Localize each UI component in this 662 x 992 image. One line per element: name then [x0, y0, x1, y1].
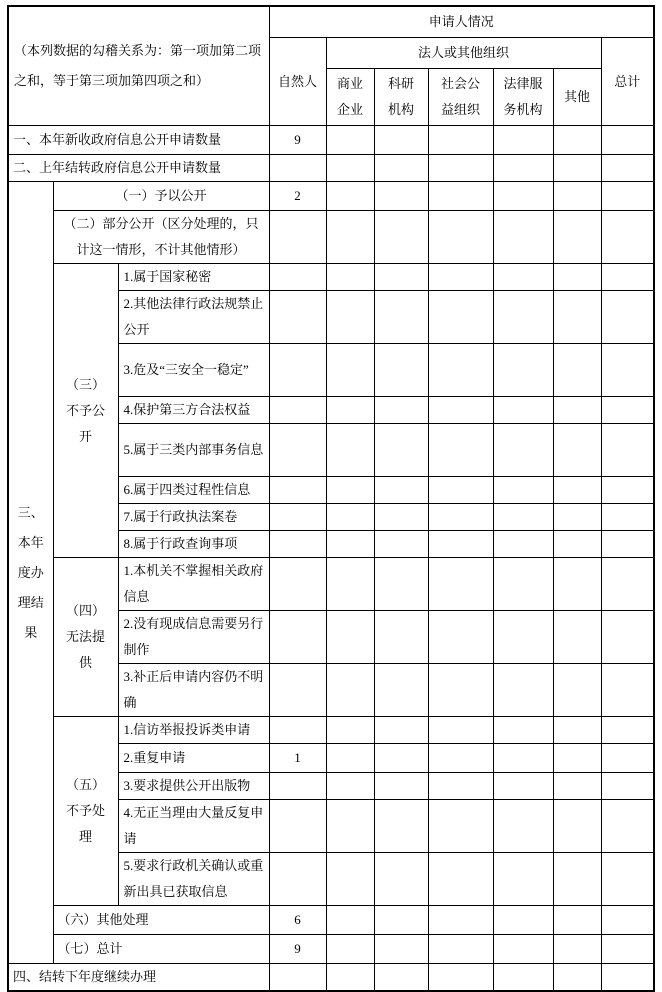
cell-research	[374, 717, 428, 744]
cell-legal	[493, 853, 553, 906]
cell-natural: 1	[269, 744, 326, 773]
cell-commercial	[326, 935, 374, 964]
item-label: 4.无正当理由大量反复申请	[118, 800, 269, 853]
group-label-unable: （四）无法提供	[53, 558, 118, 717]
cell-research	[374, 504, 428, 531]
cell-welfare	[428, 935, 493, 964]
cell-legal	[493, 717, 553, 744]
cell-commercial	[326, 424, 374, 477]
cell-total	[601, 264, 654, 291]
cell-legal	[493, 504, 553, 531]
row-unable-item	[8, 558, 654, 611]
item-label: 7.属于行政执法案卷	[118, 504, 269, 531]
cell-natural	[269, 773, 326, 800]
row-label: （一）予以公开	[53, 182, 269, 211]
cell-natural: 9	[269, 935, 326, 964]
cell-other	[553, 558, 601, 611]
cell-welfare	[428, 211, 493, 264]
cell-total	[601, 155, 654, 182]
cell-total	[601, 424, 654, 477]
cell-research	[374, 291, 428, 344]
cell-commercial	[326, 126, 374, 155]
cell-legal	[493, 800, 553, 853]
cell-legal	[493, 558, 553, 611]
cell-natural: 2	[269, 182, 326, 211]
row-label: 一、本年新收政府信息公开申请数量	[8, 126, 269, 155]
cell-research	[374, 397, 428, 424]
cell-welfare	[428, 126, 493, 155]
cell-natural	[269, 155, 326, 182]
cell-commercial	[326, 800, 374, 853]
disclosure-statistics-table	[7, 5, 655, 992]
cell-total	[601, 344, 654, 397]
cell-commercial	[326, 717, 374, 744]
cell-total	[601, 935, 654, 964]
cell-commercial	[326, 964, 374, 992]
item-label: 3.要求提供公开出版物	[118, 773, 269, 800]
section-label-annual-results: 三、本年度办理结果	[8, 182, 53, 964]
cell-commercial	[326, 531, 374, 558]
cell-total	[601, 126, 654, 155]
group-label-not-processed: （五）不予处理	[53, 717, 118, 906]
cell-other	[553, 397, 601, 424]
cell-commercial	[326, 558, 374, 611]
cell-other	[553, 744, 601, 773]
cell-welfare	[428, 744, 493, 773]
cell-other	[553, 264, 601, 291]
cell-welfare	[428, 717, 493, 744]
relationship-note: （本列数据的勾稽关系为：第一项加第二项之和，等于第三项加第四项之和）	[8, 6, 269, 126]
cell-other	[553, 182, 601, 211]
header-public-welfare: 社会公益组织	[428, 69, 493, 126]
row-partial	[8, 211, 654, 264]
cell-other	[553, 611, 601, 664]
cell-natural	[269, 611, 326, 664]
row-carry-to-next-year	[8, 964, 654, 992]
cell-natural	[269, 211, 326, 264]
cell-welfare	[428, 504, 493, 531]
cell-legal	[493, 773, 553, 800]
cell-research	[374, 800, 428, 853]
cell-natural	[269, 424, 326, 477]
cell-total	[601, 744, 654, 773]
cell-research	[374, 853, 428, 906]
cell-welfare	[428, 853, 493, 906]
header-row-1	[8, 6, 654, 38]
cell-research	[374, 531, 428, 558]
cell-total	[601, 800, 654, 853]
cell-total	[601, 477, 654, 504]
cell-research	[374, 773, 428, 800]
row-other-handling	[8, 906, 654, 935]
cell-natural	[269, 291, 326, 344]
cell-research	[374, 126, 428, 155]
cell-commercial	[326, 504, 374, 531]
cell-legal	[493, 291, 553, 344]
cell-total	[601, 611, 654, 664]
cell-welfare	[428, 424, 493, 477]
row-label: （二）部分公开（区分处理的，只计这一情形，不计其他情形）	[53, 211, 269, 264]
cell-other	[553, 477, 601, 504]
header-legal-service: 法律服务机构	[493, 69, 553, 126]
cell-natural: 9	[269, 126, 326, 155]
cell-legal	[493, 477, 553, 504]
cell-natural	[269, 717, 326, 744]
cell-other	[553, 291, 601, 344]
cell-commercial	[326, 291, 374, 344]
item-label: 2.重复申请	[118, 744, 269, 773]
cell-commercial	[326, 344, 374, 397]
cell-research	[374, 611, 428, 664]
cell-other	[553, 531, 601, 558]
cell-natural	[269, 664, 326, 717]
cell-legal	[493, 531, 553, 558]
cell-commercial	[326, 853, 374, 906]
cell-welfare	[428, 773, 493, 800]
cell-research	[374, 424, 428, 477]
header-commercial: 商业企业	[326, 69, 374, 126]
cell-research	[374, 155, 428, 182]
cell-legal	[493, 424, 553, 477]
cell-other	[553, 773, 601, 800]
item-label: 3.危及“三安全一稳定”	[118, 344, 269, 397]
cell-other	[553, 964, 601, 992]
cell-commercial	[326, 397, 374, 424]
cell-welfare	[428, 264, 493, 291]
cell-total	[601, 664, 654, 717]
header-legal-org: 法人或其他组织	[326, 38, 601, 69]
cell-other	[553, 800, 601, 853]
cell-legal	[493, 611, 553, 664]
cell-welfare	[428, 906, 493, 935]
cell-natural	[269, 531, 326, 558]
cell-research	[374, 211, 428, 264]
cell-total	[601, 773, 654, 800]
cell-legal	[493, 211, 553, 264]
cell-welfare	[428, 155, 493, 182]
item-label: 8.属于行政查询事项	[118, 531, 269, 558]
cell-legal	[493, 264, 553, 291]
cell-commercial	[326, 611, 374, 664]
cell-research	[374, 935, 428, 964]
cell-welfare	[428, 611, 493, 664]
cell-research	[374, 264, 428, 291]
cell-total	[601, 558, 654, 611]
cell-commercial	[326, 773, 374, 800]
cell-total	[601, 964, 654, 992]
cell-welfare	[428, 344, 493, 397]
item-label: 3.补正后申请内容仍不明确	[118, 664, 269, 717]
cell-total	[601, 531, 654, 558]
item-label: 1.信访举报投诉类申请	[118, 717, 269, 744]
cell-natural	[269, 264, 326, 291]
row-denied-item	[8, 264, 654, 291]
cell-commercial	[326, 477, 374, 504]
cell-commercial	[326, 664, 374, 717]
cell-total	[601, 853, 654, 906]
cell-research	[374, 182, 428, 211]
cell-commercial	[326, 211, 374, 264]
cell-research	[374, 558, 428, 611]
item-label: 4.保护第三方合法权益	[118, 397, 269, 424]
cell-other	[553, 664, 601, 717]
cell-research	[374, 906, 428, 935]
cell-welfare	[428, 664, 493, 717]
cell-natural	[269, 558, 326, 611]
cell-welfare	[428, 182, 493, 211]
cell-other	[553, 935, 601, 964]
item-label: 6.属于四类过程性信息	[118, 477, 269, 504]
cell-other	[553, 344, 601, 397]
cell-legal	[493, 182, 553, 211]
cell-commercial	[326, 906, 374, 935]
cell-commercial	[326, 182, 374, 211]
cell-welfare	[428, 291, 493, 344]
item-label: 1.属于国家秘密	[118, 264, 269, 291]
cell-research	[374, 964, 428, 992]
item-label: 2.没有现成信息需要另行制作	[118, 611, 269, 664]
cell-commercial	[326, 744, 374, 773]
cell-natural	[269, 344, 326, 397]
cell-legal	[493, 344, 553, 397]
cell-legal	[493, 744, 553, 773]
cell-total	[601, 717, 654, 744]
cell-natural	[269, 397, 326, 424]
cell-total	[601, 906, 654, 935]
cell-natural	[269, 964, 326, 992]
cell-other	[553, 853, 601, 906]
cell-research	[374, 344, 428, 397]
cell-commercial	[326, 155, 374, 182]
cell-legal	[493, 935, 553, 964]
cell-total	[601, 211, 654, 264]
header-research: 科研机构	[374, 69, 428, 126]
item-label: 2.其他法律行政法规禁止公开	[118, 291, 269, 344]
cell-welfare	[428, 477, 493, 504]
cell-total	[601, 291, 654, 344]
row-carryover	[8, 155, 654, 182]
header-other: 其他	[553, 69, 601, 126]
cell-natural: 6	[269, 906, 326, 935]
row-label: （七）总计	[53, 935, 269, 964]
row-label: 四、结转下年度继续办理	[8, 964, 269, 992]
cell-total	[601, 397, 654, 424]
header-total: 总计	[601, 38, 654, 126]
cell-legal	[493, 664, 553, 717]
cell-welfare	[428, 800, 493, 853]
row-label: 二、上年结转政府信息公开申请数量	[8, 155, 269, 182]
cell-other	[553, 717, 601, 744]
cell-legal	[493, 155, 553, 182]
cell-natural	[269, 800, 326, 853]
header-natural-person: 自然人	[269, 38, 326, 126]
cell-legal	[493, 964, 553, 992]
row-notprocess-item	[8, 717, 654, 744]
cell-welfare	[428, 531, 493, 558]
cell-natural	[269, 477, 326, 504]
item-label: 5.属于三类内部事务信息	[118, 424, 269, 477]
cell-natural	[269, 853, 326, 906]
header-applicant-status: 申请人情况	[269, 6, 654, 38]
cell-total	[601, 182, 654, 211]
cell-legal	[493, 397, 553, 424]
cell-welfare	[428, 964, 493, 992]
cell-total	[601, 504, 654, 531]
cell-research	[374, 744, 428, 773]
row-subtotal	[8, 935, 654, 964]
cell-welfare	[428, 558, 493, 611]
cell-natural	[269, 504, 326, 531]
cell-other	[553, 906, 601, 935]
cell-other	[553, 504, 601, 531]
cell-other	[553, 424, 601, 477]
cell-legal	[493, 906, 553, 935]
cell-other	[553, 126, 601, 155]
cell-other	[553, 155, 601, 182]
row-label: （六）其他处理	[53, 906, 269, 935]
cell-welfare	[428, 397, 493, 424]
item-label: 1.本机关不掌握相关政府信息	[118, 558, 269, 611]
cell-commercial	[326, 264, 374, 291]
row-granted	[8, 182, 654, 211]
row-new-applications	[8, 126, 654, 155]
cell-other	[553, 211, 601, 264]
cell-legal	[493, 126, 553, 155]
group-label-denied: （三）不予公开	[53, 264, 118, 558]
item-label: 5.要求行政机关确认或重新出具已获取信息	[118, 853, 269, 906]
cell-research	[374, 477, 428, 504]
cell-research	[374, 664, 428, 717]
